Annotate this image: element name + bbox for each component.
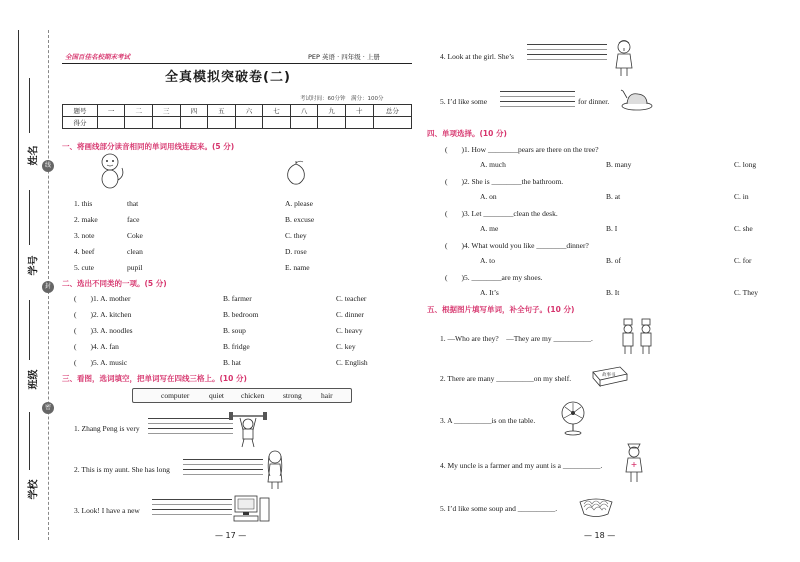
word-quiet: quiet: [209, 391, 224, 400]
s2-2-b: B. bedroom: [223, 310, 259, 319]
s4-row-5: ( )5. ________are my shoes.: [445, 273, 543, 282]
score-cell[interactable]: [318, 117, 346, 129]
writing-line: [527, 49, 607, 50]
word-computer: computer: [161, 391, 190, 400]
score-head-cell: 题号: [63, 105, 98, 117]
s4-q3: )3. Let ________clean the desk.: [461, 209, 558, 218]
s1-right-a: A. please: [285, 199, 313, 208]
writing-line: [148, 433, 233, 434]
id-line: [29, 190, 30, 245]
s2-row-5: ( )5. A. music: [74, 358, 128, 367]
writing-line: [152, 499, 232, 500]
class-line: [29, 300, 30, 360]
s2-q1: )1. A. mother: [90, 294, 131, 303]
monkey-icon: [96, 152, 126, 192]
writing-line: [500, 101, 575, 102]
s4-2-c: C. in: [734, 192, 749, 201]
class-label: 班级: [28, 369, 40, 390]
writing-line: [152, 509, 232, 510]
left-page-number: — 17 —: [215, 531, 247, 540]
header-rule: [62, 63, 412, 64]
s2-1-c: C. teacher: [336, 294, 367, 303]
s5-q1: 1. —Who are they? —They are my __________.: [440, 334, 593, 343]
s2-3-c: C. heavy: [336, 326, 363, 335]
s1-right-d: D. rose: [285, 247, 307, 256]
s4-3-b: B. I: [606, 224, 618, 233]
s4-row-3: ( )3. Let ________clean the desk.: [445, 209, 558, 218]
s3-q5a: 5. I’d like some: [440, 97, 488, 106]
s2-1-b: B. farmer: [223, 294, 252, 303]
book-info: PEP 英语 · 四年级 · 上册: [308, 53, 380, 61]
writing-line: [183, 464, 263, 465]
s5-q5: 5. I’d like some soup and __________.: [440, 504, 558, 513]
writing-line: [152, 504, 232, 505]
writing-line: [148, 418, 233, 419]
s3-q4: 4. Look at the girl. She’s: [440, 52, 514, 61]
s4-5-b: B. It: [606, 288, 620, 297]
book-label: 故事书: [602, 373, 616, 378]
s5-q3: 3. A __________is on the table.: [440, 416, 536, 425]
s1-mid-1: that: [127, 199, 139, 208]
s4-4-b: B. of: [606, 256, 621, 265]
s2-q2: )2. A. kitchen: [90, 310, 132, 319]
writing-line: [148, 428, 233, 429]
noodles-bowl-icon: [576, 492, 616, 520]
s2-row-2: ( )2. A. kitchen: [74, 310, 132, 319]
writing-line: [527, 44, 607, 45]
s2-row-3: ( )3. A. noodles: [74, 326, 133, 335]
writing-line: [500, 106, 575, 107]
nurse-icon: [622, 440, 646, 484]
s4-q2: )2. She is ________the bathroom.: [461, 177, 564, 186]
score-head-cell: 八: [290, 105, 318, 117]
s3-q5b: for dinner.: [578, 97, 610, 106]
writing-line: [148, 423, 233, 424]
s2-5-b: B. hat: [223, 358, 241, 367]
s4-row-1: ( )1. How ________pears are there on the tree?: [445, 145, 599, 154]
s1-left-1: 1. this: [74, 199, 93, 208]
score-head-cell: 四: [180, 105, 208, 117]
s4-q5: )5. ________are my shoes.: [461, 273, 543, 282]
s1-left-2: 2. make: [74, 215, 98, 224]
score-cell[interactable]: [345, 117, 373, 129]
score-head-cell: 三: [153, 105, 181, 117]
word-hair: hair: [321, 391, 333, 400]
writing-line: [527, 54, 607, 55]
section5-title: 五、根据图片填写单词，补全句子。(10 分): [427, 305, 575, 314]
aunt-icon: [262, 448, 288, 490]
writing-line: [152, 514, 232, 515]
score-header-row: [63, 105, 412, 117]
school-line: [29, 412, 30, 470]
s4-row-2: ( )2. She is ________the bathroom.: [445, 177, 564, 186]
score-cell[interactable]: [263, 117, 291, 129]
s2-q4: )4. A. fan: [90, 342, 119, 351]
score-cell[interactable]: [235, 117, 263, 129]
name-line: [29, 78, 30, 133]
writing-line: [500, 96, 575, 97]
section3-title: 三、看图，选词填空，把单词写在四线三格上。(10 分): [62, 374, 247, 383]
score-cell[interactable]: [290, 117, 318, 129]
s4-5-c: C. They: [734, 288, 759, 297]
score-cell[interactable]: [125, 117, 153, 129]
computer-icon: [232, 494, 272, 524]
s1-mid-4: clean: [127, 247, 143, 256]
writing-line: [183, 474, 263, 475]
score-cell[interactable]: [153, 117, 181, 129]
s1-left-5: 5. cute: [74, 263, 94, 272]
right-page-number: — 18 —: [584, 531, 616, 540]
s2-row-4: ( )4. A. fan: [74, 342, 119, 351]
s4-1-a: A. much: [480, 160, 506, 169]
score-head-cell: 二: [125, 105, 153, 117]
page-title: 全真模拟突破卷(二): [165, 70, 291, 85]
score-table: [62, 104, 412, 129]
score-cell[interactable]: [373, 117, 411, 129]
score-cell[interactable]: [208, 117, 236, 129]
writing-line: [527, 59, 607, 60]
score-cell[interactable]: [97, 117, 125, 129]
s1-right-e: E. name: [285, 263, 310, 272]
exam-info: 考试时间：60分钟 满分：100分: [300, 96, 384, 102]
s4-5-a: A. It’s: [480, 288, 499, 297]
writing-line: [500, 91, 575, 92]
storybook-icon: [590, 364, 630, 390]
s4-2-b: B. at: [606, 192, 621, 201]
s4-3-c: C. she: [734, 224, 753, 233]
cooks-icon: [618, 318, 656, 356]
chicken-dish-icon: [620, 86, 654, 112]
seal-mark-feng: 封: [42, 281, 54, 293]
s1-mid-5: pupil: [127, 263, 143, 272]
writing-line: [183, 459, 263, 460]
quiet-girl-icon: [612, 38, 636, 78]
score-cell[interactable]: [180, 117, 208, 129]
s3-q2: 2. This is my aunt. She has long: [74, 465, 170, 474]
s5-q2: 2. There are many __________on my shelf.: [440, 374, 572, 383]
peach-icon: [284, 160, 308, 186]
score-row-label: 得分: [63, 117, 98, 129]
s4-4-a: A. to: [480, 256, 495, 265]
binding-strip: [0, 0, 60, 562]
s2-row-1: ( )1. A. mother: [74, 294, 131, 303]
s4-q1: )1. How ________pears are there on the tree?: [461, 145, 599, 154]
s4-q4: )4. What would you like ________dinner?: [461, 241, 589, 250]
id-label: 学号: [28, 255, 40, 276]
s4-row-4: ( )4. What would you like ________dinner?: [445, 241, 589, 250]
section2-title: 二、选出不同类的一项。(5 分): [62, 279, 167, 288]
score-value-row: [63, 117, 412, 129]
s4-4-c: C. for: [734, 256, 752, 265]
s2-4-b: B. fridge: [223, 342, 250, 351]
s1-right-c: C. they: [285, 231, 307, 240]
seal-mark-xian: 线: [42, 160, 54, 172]
word-bank: [132, 388, 352, 403]
writing-line: [183, 469, 263, 470]
s4-1-b: B. many: [606, 160, 632, 169]
word-strong: strong: [283, 391, 302, 400]
section4-title: 四、单项选择。(10 分): [427, 129, 507, 138]
s4-3-a: A. me: [480, 224, 499, 233]
score-head-cell: 一: [97, 105, 125, 117]
s2-q3: )3. A. noodles: [90, 326, 133, 335]
s2-5-c: C. English: [336, 358, 368, 367]
score-head-cell: 六: [235, 105, 263, 117]
school-label: 学校: [28, 479, 40, 500]
seal-mark-mi: 密: [42, 402, 54, 414]
s1-mid-2: face: [127, 215, 140, 224]
score-head-cell: 五: [208, 105, 236, 117]
s4-2-a: A. on: [480, 192, 497, 201]
s2-3-b: B. soup: [223, 326, 246, 335]
strong-boy-icon: [228, 408, 268, 448]
s3-q3: 3. Look! I have a new: [74, 506, 140, 515]
word-chicken: chicken: [241, 391, 265, 400]
score-head-cell: 十: [345, 105, 373, 117]
score-head-cell: 九: [318, 105, 346, 117]
fan-icon: [560, 400, 586, 436]
s2-2-c: C. dinner: [336, 310, 364, 319]
s2-q5: )5. A. music: [90, 358, 128, 367]
strip-border: [18, 30, 19, 540]
score-head-cell: 总分: [373, 105, 411, 117]
s1-mid-3: Coke: [127, 231, 143, 240]
s4-1-c: C. long: [734, 160, 757, 169]
s1-right-b: B. excuse: [285, 215, 315, 224]
s1-left-4: 4. beef: [74, 247, 95, 256]
score-head-cell: 七: [263, 105, 291, 117]
s3-q1: 1. Zhang Peng is very: [74, 424, 140, 433]
slogan: 全国百佳名校期末考试: [65, 53, 130, 61]
name-label: 姓名: [28, 145, 40, 166]
s1-left-3: 3. note: [74, 231, 95, 240]
section1-title: 一、将画线部分读音相同的单词用线连起来。(5 分): [62, 142, 235, 151]
s5-q4: 4. My uncle is a farmer and my aunt is a __________.: [440, 461, 603, 470]
s2-4-c: C. key: [336, 342, 356, 351]
